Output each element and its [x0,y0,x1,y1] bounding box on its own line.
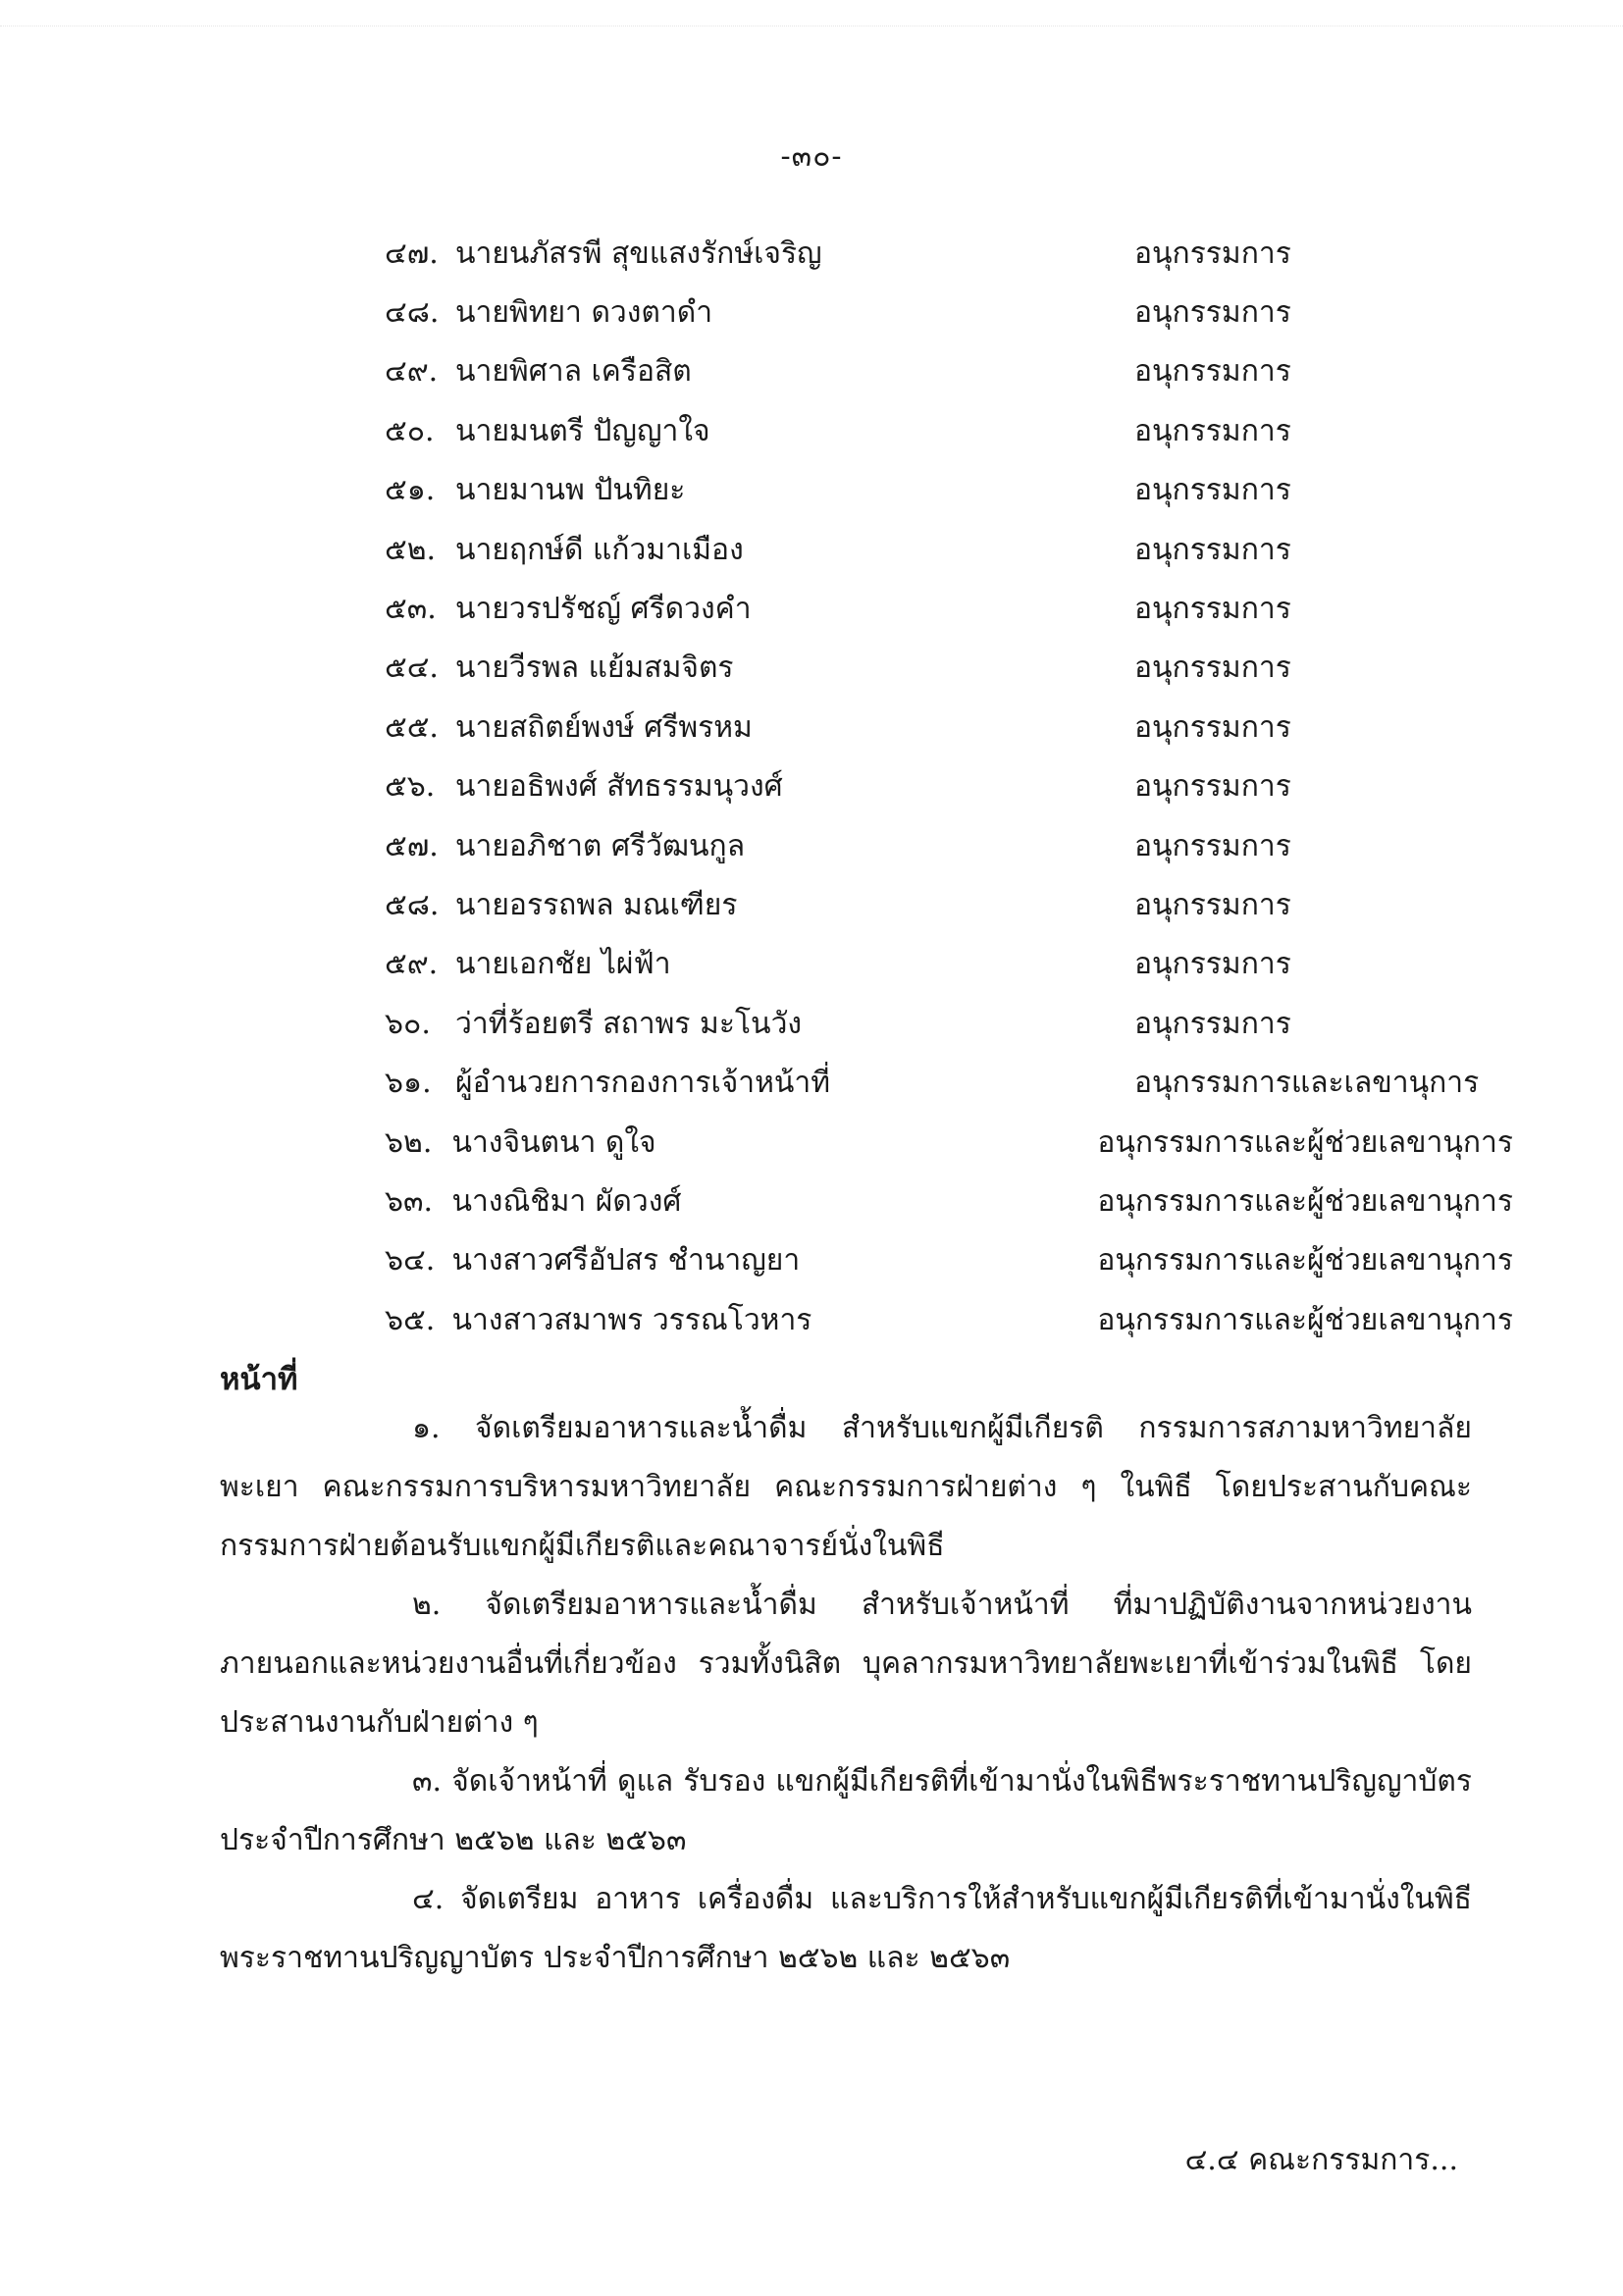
member-row [385,875,1513,934]
scan-artifact-line [0,26,1623,30]
member-row [385,698,1513,757]
member-number: ๖๔. [385,1243,436,1278]
member-number: ๕๒. [385,532,437,567]
member-name: นายฤกษ์ดี แก้วมาเมือง [455,532,744,567]
member-number: ๕๘. [385,887,440,922]
member-row [385,1231,1513,1290]
member-name: นายอธิพงศ์ สัทธรรมนุวงศ์ [455,769,783,805]
member-name: นายนภัสรพี สุขแสงรักษ์เจริญ [455,235,822,271]
member-name: นายพิทยา ดวงตาดำ [455,295,713,331]
member-role: อนุกรรมการและผู้ช่วยเลขานุการ [1097,1302,1513,1337]
member-name: นายเอกชัย ไผ่ฟ้า [455,947,671,982]
member-row [385,1290,1513,1349]
member-row [385,342,1513,401]
member-role: อนุกรรมการและผู้ช่วยเลขานุการ [1097,1183,1513,1219]
member-number: ๔๘. [385,295,440,331]
page-number: -๓๐- [780,139,843,174]
duty-item: ๑. จัดเตรียมอาหารและน้ำดื่ม สำหรับแขกผู้มีเกียรติ กรรมการสภามหาวิทยาลัยพะเยา คณะกรรมการบริหารมหาวิทยาลัย คณะกรรมการฝ่ายต่าง ๆ ในพิธี โดยประสานกับคณะกรรมการฝ่ายต้อนรับแขกผู้มีเกียรติและคณาจารย์นั่งในพิธี [220,1411,1472,1563]
member-row [385,401,1513,460]
member-role: อนุกรรมการ [1134,413,1291,448]
member-number: ๕๕. [385,709,439,745]
member-number: ๖๒. [385,1124,433,1160]
member-role: อนุกรรมการ [1134,592,1291,627]
member-row [385,1172,1513,1230]
member-role: อนุกรรมการ [1134,295,1291,331]
member-number: ๕๑. [385,473,436,508]
member-row [385,1113,1513,1172]
member-number: ๖๓. [385,1183,434,1219]
member-name: นางจินตนา ดูใจ [451,1124,656,1160]
member-row [385,283,1513,341]
member-row [385,579,1513,638]
duty-item: ๓. จัดเจ้าหน้าที่ ดูแล รับรอง แขกผู้มีเกียรติที่เข้ามานั่งในพิธีพระราชทานปริญญาบัตร ประจำปีการศึกษา ๒๕๖๒ และ ๒๕๖๓ [220,1764,1472,1857]
member-number: ๕๙. [385,947,439,982]
member-name: นายวรปรัชญ์ ศรีดวงคำ [455,592,752,627]
duty-item: ๒. จัดเตรียมอาหารและน้ำดื่ม สำหรับเจ้าหน้าที่ ที่มาปฏิบัติงานจากหน่วยงานภายนอกและหน่วยงานอื่นที่เกี่ยวข้อง รวมทั้งนิสิต บุคลากรมหาวิทยาลัยพะเยาที่เข้าร่วมในพิธี โดยประสานงานกับฝ่ายต่าง ๆ [220,1588,1472,1740]
member-role: อนุกรรมการและเลขานุการ [1134,1066,1480,1101]
member-number: ๕๓. [385,592,437,627]
member-role: อนุกรรมการ [1134,473,1291,508]
member-role: อนุกรรมการ [1134,354,1291,390]
member-name: นางสาวสมาพร วรรณโวหาร [451,1302,812,1337]
member-name: นางณิชิมา ผัดวงศ์ [451,1183,682,1219]
member-row [385,461,1513,520]
member-role: อนุกรรมการและผู้ช่วยเลขานุการ [1097,1243,1513,1278]
member-number: ๔๙. [385,354,439,390]
member-number: ๕๐. [385,413,435,448]
member-row [385,224,1513,283]
member-number: ๔๗. [385,235,439,271]
committee-member-list [385,224,1513,1349]
member-name: นางสาวศรีอัปสร ชำนาญยา [451,1243,801,1278]
member-number: ๖๑. [385,1066,432,1101]
member-role: อนุกรรมการ [1134,769,1291,805]
member-role: อนุกรรมการ [1134,532,1291,567]
member-number: ๖๐. [385,1006,431,1041]
duties-heading: หน้าที่ [220,1362,298,1397]
member-row [385,757,1513,816]
member-role: อนุกรรมการและผู้ช่วยเลขานุการ [1097,1124,1513,1160]
duty-item: ๔. จัดเตรียม อาหาร เครื่องดื่ม และบริการให้สำหรับแขกผู้มีเกียรติที่เข้ามานั่งในพิธีพระราชทานปริญญาบัตร ประจำปีการศึกษา ๒๕๖๒ และ ๒๕๖๓ [220,1882,1472,1975]
member-row [385,816,1513,875]
continuation-footer: ๔.๔ คณะกรรมการ... [1184,2143,1458,2177]
member-row [385,994,1513,1053]
member-name: ผู้อำนวยการกองการเจ้าหน้าที่ [455,1066,831,1101]
member-name: นายพิศาล เครือสิต [455,354,692,390]
member-number: ๕๔. [385,651,439,686]
member-number: ๕๖. [385,769,436,805]
member-role: อนุกรรมการ [1134,709,1291,745]
member-row [385,1053,1513,1112]
member-role: อนุกรรมการ [1134,651,1291,686]
member-role: อนุกรรมการ [1134,828,1291,863]
member-name: นายมานพ ปันทิยะ [455,473,686,508]
member-role: อนุกรรมการ [1134,235,1291,271]
member-number: ๕๗. [385,828,439,863]
member-row [385,935,1513,994]
member-role: อนุกรรมการ [1134,1006,1291,1041]
member-row [385,639,1513,698]
member-name: นายมนตรี ปัญญาใจ [455,413,710,448]
member-role: อนุกรรมการ [1134,887,1291,922]
member-name: ว่าที่ร้อยตรี สถาพร มะโนวัง [455,1006,803,1041]
member-name: นายวีรพล แย้มสมจิตร [455,651,734,686]
duties-list [220,1399,1472,1988]
member-name: นายอภิชาต ศรีวัฒนกูล [455,828,746,863]
member-name: นายสถิตย์พงษ์ ศรีพรหม [455,709,753,745]
member-number: ๖๕. [385,1302,436,1337]
member-name: นายอรรถพล มณเฑียร [455,887,738,922]
member-row [385,520,1513,579]
member-role: อนุกรรมการ [1134,947,1291,982]
